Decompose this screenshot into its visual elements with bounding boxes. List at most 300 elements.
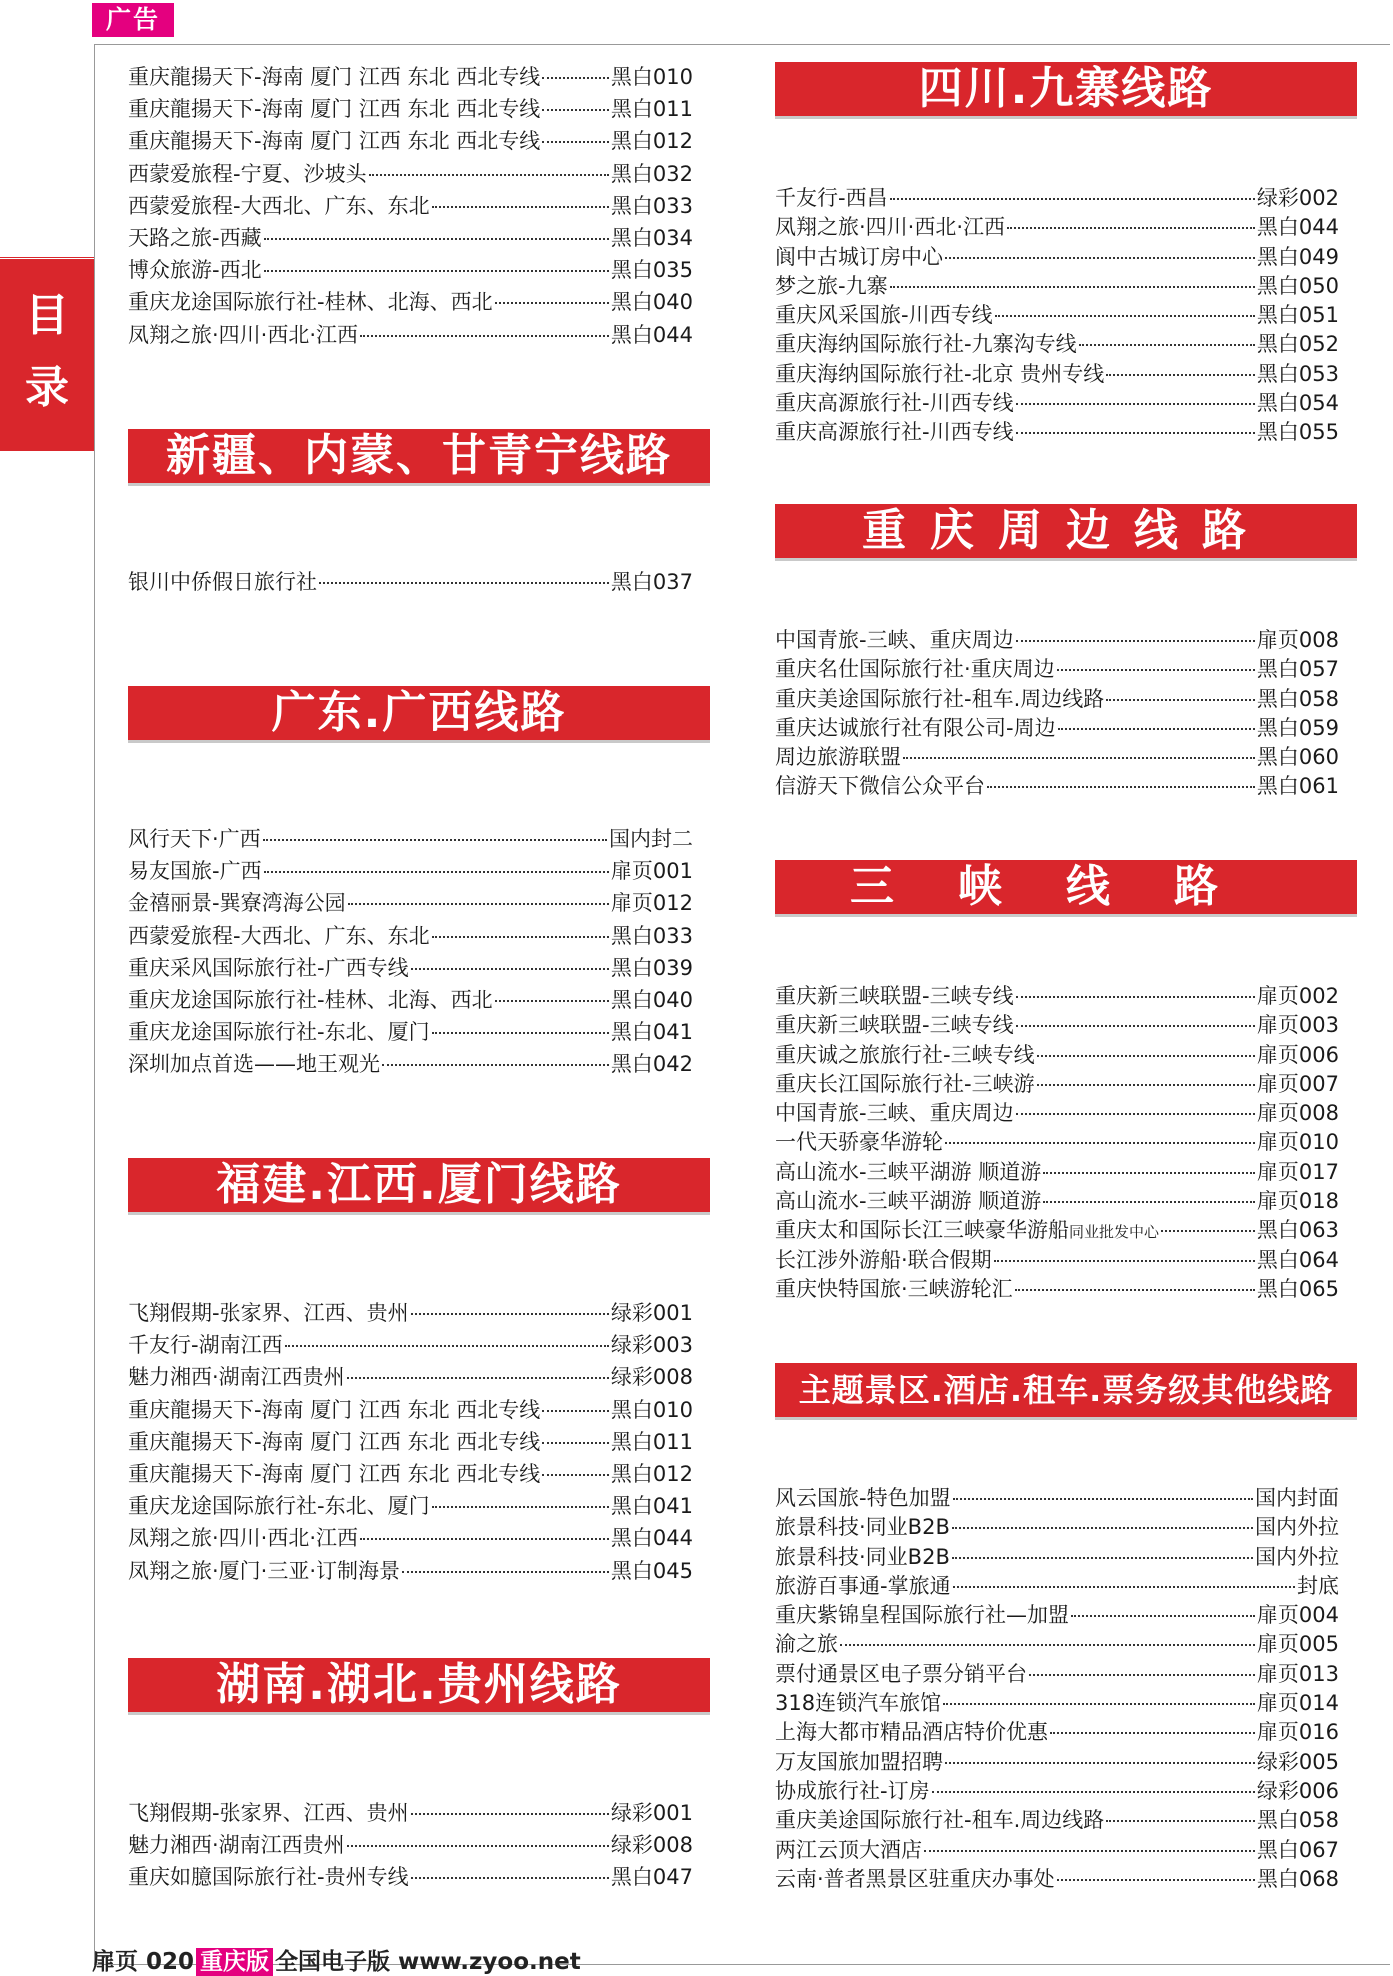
dot-leader [1043, 1172, 1255, 1174]
page-code: 黑白061 [1256, 774, 1339, 799]
item-name: 重庆海纳国际旅行社-九寨沟专线 [775, 332, 1077, 357]
page-code: 黑白044 [610, 1526, 693, 1551]
list-item [775, 1126, 1339, 1155]
item-name: 重庆龍揚天下-海南 厦门 江西 东北 西北专线 [128, 65, 541, 89]
item-name: 魅力湘西·湖南江西贵州 [128, 1833, 345, 1858]
item-name: 旅景科技·同业B2B [775, 1544, 950, 1569]
dot-leader [1029, 1674, 1255, 1676]
list-item [128, 1490, 693, 1522]
dot-leader [1016, 1113, 1255, 1115]
page-code: 绿彩005 [1256, 1749, 1339, 1774]
dot-leader [542, 77, 609, 79]
dot-leader [432, 936, 609, 938]
page-code: 黑白033 [610, 193, 693, 218]
dot-leader [1050, 1732, 1255, 1734]
list-item [775, 387, 1339, 416]
item-name: 周边旅游联盟 [775, 745, 901, 770]
dot-leader [945, 257, 1255, 259]
page-code: 黑白063 [1256, 1218, 1339, 1243]
list-item [128, 952, 693, 984]
list-item [775, 1658, 1339, 1687]
page-code: 黑白065 [1256, 1276, 1339, 1301]
list-item [775, 1599, 1339, 1628]
page-code: 扉页004 [1256, 1603, 1339, 1628]
list-item [775, 1570, 1339, 1599]
page-code: 黑白051 [1256, 303, 1339, 328]
dot-leader [542, 109, 609, 111]
list-item [775, 683, 1339, 712]
list-item [128, 1555, 693, 1587]
section-banner-xinjiang: 新疆、内蒙、甘青宁线路 [128, 429, 710, 483]
item-name: 飞翔假期-张家界、江西、贵州 [128, 1801, 409, 1825]
item-name: 重庆紫锦皇程国际旅行社—加盟 [775, 1603, 1069, 1628]
page-code: 黑白010 [610, 1397, 693, 1422]
list-item [775, 980, 1339, 1009]
item-name: 重庆龍揚天下-海南 厦门 江西 东北 西北专线 [128, 129, 541, 154]
footer-site: 全国电子版 www.zyoo.net [275, 1949, 581, 1975]
list-item [775, 1214, 1339, 1243]
page-code: 黑白011 [610, 97, 693, 122]
item-name: 重庆风采国旅-川西专线 [775, 303, 993, 328]
list-item [775, 1687, 1339, 1716]
item-name: 上海大都市精品酒店特价优惠 [775, 1720, 1048, 1745]
item-name: 重庆龙途国际旅行社-桂林、北海、西北 [128, 987, 493, 1012]
item-name: 天路之旅-西藏 [128, 225, 262, 250]
page-code: 绿彩008 [610, 1833, 693, 1858]
route-list-general [128, 61, 693, 351]
item-name: 高山流水-三峡平湖游 顺道游 [775, 1189, 1042, 1214]
item-name: 重庆龍揚天下-海南 厦门 江西 东北 西北专线 [128, 97, 541, 122]
route-list-sanxia [775, 980, 1339, 1302]
dot-leader [953, 1498, 1253, 1500]
dot-leader [432, 206, 609, 208]
list-item [128, 1426, 693, 1458]
list-item [775, 1804, 1339, 1833]
list-item [775, 1156, 1339, 1185]
route-list-hunan [128, 1797, 693, 1894]
route-list-chongqing [775, 624, 1339, 800]
page-code: 黑白059 [1256, 715, 1339, 740]
list-item [775, 328, 1339, 357]
list-item [775, 1009, 1339, 1038]
dot-leader [542, 1442, 609, 1444]
list-item [128, 319, 693, 351]
page-code: 黑白050 [1256, 273, 1339, 298]
dot-leader [1071, 1615, 1255, 1617]
item-name: 一代天骄豪华游轮 [775, 1130, 943, 1155]
dot-leader [347, 1845, 609, 1847]
item-name: 长江涉外游船·联合假期 [775, 1247, 992, 1272]
list-item [775, 299, 1339, 328]
item-name: 易友国旅-广西 [128, 859, 262, 884]
dot-leader [1016, 1025, 1255, 1027]
page-code: 扉页001 [610, 859, 693, 884]
page-code: 黑白060 [1256, 745, 1339, 770]
list-item [128, 1048, 693, 1080]
list-item [775, 712, 1339, 741]
section-banner-hunan: 湖南.湖北.贵州线路 [128, 1658, 710, 1712]
item-name: 凤翔之旅·厦门·三亚·订制海景 [128, 1558, 401, 1583]
item-name: 金禧丽景-巽寮湾海公园 [128, 891, 346, 916]
footer-page-number: 扉页 020 [92, 1949, 195, 1975]
list-item [128, 1458, 693, 1490]
dot-leader [840, 1644, 1255, 1646]
dot-leader [1106, 1820, 1255, 1822]
item-note: 同业批发中心 [1069, 1223, 1160, 1242]
dot-leader [264, 871, 609, 873]
dot-leader [1057, 1879, 1255, 1881]
dot-leader [1037, 1055, 1255, 1057]
item-name: 重庆采风国际旅行社-广西专线 [128, 955, 409, 980]
dot-leader [1007, 227, 1255, 229]
item-name: 万友国旅加盟招聘 [775, 1749, 943, 1774]
dot-leader [994, 1260, 1255, 1262]
page-code: 国内封面 [1255, 1486, 1339, 1510]
item-name: 西蒙爱旅程-宁夏、沙坡头 [128, 161, 367, 186]
dot-leader [945, 1762, 1255, 1764]
page-code: 黑白044 [1256, 215, 1339, 240]
list-item [128, 1394, 693, 1426]
dot-leader [542, 1410, 609, 1412]
page-code: 绿彩002 [1256, 186, 1339, 210]
list-item [775, 1097, 1339, 1126]
page-code: 扉页018 [1256, 1189, 1339, 1214]
page-code: 黑白010 [610, 65, 693, 89]
item-name: 凤翔之旅·四川·西北·江西 [128, 322, 359, 347]
item-name: 魅力湘西·湖南江西贵州 [128, 1365, 345, 1390]
list-item [128, 823, 693, 855]
page-code: 扉页014 [1256, 1691, 1339, 1716]
page-code: 黑白032 [610, 161, 693, 186]
list-item [128, 887, 693, 919]
toc-tab [0, 256, 94, 451]
list-item [775, 1746, 1339, 1775]
page-code: 黑白067 [1256, 1837, 1339, 1862]
dot-leader [952, 1557, 1253, 1559]
page-code: 黑白040 [610, 987, 693, 1012]
item-name: 凤翔之旅·四川·西北·江西 [128, 1526, 359, 1551]
list-item [128, 1522, 693, 1554]
list-item [775, 1628, 1339, 1657]
list-item [775, 1775, 1339, 1804]
list-item [128, 286, 693, 318]
route-list-fujian [128, 1297, 693, 1587]
item-name: 两江云顶大酒店 [775, 1837, 922, 1862]
list-item [775, 182, 1339, 211]
page-code: 黑白041 [610, 1020, 693, 1045]
item-name: 飞翔假期-张家界、江西、贵州 [128, 1301, 409, 1325]
dot-leader [952, 1527, 1253, 1529]
page-code: 黑白037 [610, 570, 693, 594]
page-code: 扉页006 [1256, 1042, 1339, 1067]
dot-leader [1161, 1230, 1255, 1232]
list-item [128, 1797, 693, 1829]
item-name: 重庆美途国际旅行社-租车.周边线路 [775, 1808, 1105, 1833]
item-name: 重庆龍揚天下-海南 厦门 江西 东北 西北专线 [128, 1397, 541, 1422]
dot-leader [890, 198, 1255, 200]
page-code: 黑白057 [1256, 657, 1339, 682]
list-item [128, 61, 693, 93]
page-code: 扉页008 [1256, 628, 1339, 652]
list-item [128, 855, 693, 887]
item-name: 凤翔之旅·四川·西北·江西 [775, 215, 1006, 240]
page-code: 扉页002 [1256, 984, 1339, 1008]
dot-leader [1016, 432, 1255, 434]
item-name: 中国青旅-三峡、重庆周边 [775, 628, 1014, 652]
dot-leader [987, 786, 1255, 788]
item-name: 云南·普者黑景区驻重庆办事处 [775, 1866, 1055, 1891]
list-item [775, 1068, 1339, 1097]
dot-leader [411, 968, 609, 970]
dot-leader [924, 1850, 1255, 1852]
page-code: 国内封二 [609, 827, 693, 851]
page-code: 绿彩008 [610, 1365, 693, 1390]
page-code: 黑白034 [610, 225, 693, 250]
page-code: 国内外拉 [1255, 1515, 1339, 1540]
dot-leader [903, 757, 1255, 759]
dot-leader [411, 1877, 609, 1879]
page-code: 黑白041 [610, 1494, 693, 1519]
list-item [775, 270, 1339, 299]
list-item [775, 211, 1339, 240]
page-code: 扉页005 [1256, 1632, 1339, 1657]
footer-edition-badge: 重庆版 [196, 1948, 273, 1976]
list-item [775, 624, 1339, 653]
page-code: 黑白039 [610, 955, 693, 980]
list-item [775, 358, 1339, 387]
list-item [128, 254, 693, 286]
list-item [128, 93, 693, 125]
list-item [775, 741, 1339, 770]
section-banner-chongqing: 重庆周边线路 [775, 504, 1357, 558]
item-name: 西蒙爱旅程-大西北、广东、东北 [128, 923, 430, 948]
dot-leader [1057, 669, 1255, 671]
item-name: 重庆诚之旅旅行社-三峡专线 [775, 1042, 1035, 1067]
page-code: 黑白012 [610, 129, 693, 154]
page-code: 国内外拉 [1255, 1544, 1339, 1569]
item-name: 千友行-西昌 [775, 186, 888, 210]
list-item [128, 1329, 693, 1361]
item-name: 深圳加点首选——地王观光 [128, 1052, 380, 1077]
dot-leader [1016, 996, 1255, 998]
list-item [775, 241, 1339, 270]
item-name: 协成旅行社-订房 [775, 1778, 930, 1803]
dot-leader [995, 315, 1255, 317]
page-code: 黑白058 [1256, 686, 1339, 711]
item-name: 重庆美途国际旅行社-租车.周边线路 [775, 686, 1105, 711]
item-name: 高山流水-三峡平湖游 顺道游 [775, 1159, 1042, 1184]
dot-leader [542, 1474, 609, 1476]
item-name: 重庆海纳国际旅行社-北京 贵州专线 [775, 361, 1105, 386]
list-item [128, 984, 693, 1016]
dot-leader [495, 1000, 609, 1002]
list-item [775, 1511, 1339, 1540]
page-code: 扉页017 [1256, 1159, 1339, 1184]
list-item [128, 125, 693, 157]
list-item [775, 770, 1339, 799]
item-name: 渝之旅 [775, 1632, 838, 1657]
page-code: 黑白054 [1256, 391, 1339, 416]
item-name: 信游天下微信公众平台 [775, 774, 985, 799]
list-item [775, 653, 1339, 682]
page-code: 扉页003 [1256, 1013, 1339, 1038]
item-name: 旅景科技·同业B2B [775, 1515, 950, 1540]
ad-label: 广告 [92, 3, 174, 37]
page-code: 黑白053 [1256, 361, 1339, 386]
route-list-theme [775, 1482, 1339, 1892]
page-code: 扉页016 [1256, 1720, 1339, 1745]
dot-leader [1043, 1201, 1255, 1203]
page-code: 黑白045 [610, 1558, 693, 1583]
page-footer [92, 1943, 581, 1976]
page-code: 黑白035 [610, 258, 693, 283]
item-name: 西蒙爱旅程-大西北、广东、东北 [128, 193, 430, 218]
dot-leader [1058, 728, 1255, 730]
page-code: 黑白055 [1256, 420, 1339, 445]
item-name: 重庆新三峡联盟-三峡专线 [775, 984, 1014, 1008]
page-code: 黑白052 [1256, 332, 1339, 357]
item-name: 重庆龙途国际旅行社-桂林、北海、西北 [128, 290, 493, 315]
list-item [128, 1861, 693, 1893]
list-item [775, 1273, 1339, 1302]
item-name: 重庆太和国际长江三峡豪华游船 [775, 1218, 1069, 1243]
page-code: 黑白012 [610, 1461, 693, 1486]
item-name: 阆中古城订房中心 [775, 244, 943, 269]
list-item [775, 1482, 1339, 1511]
dot-leader [382, 1064, 609, 1066]
item-name: 重庆龍揚天下-海南 厦门 江西 东北 西北专线 [128, 1429, 541, 1454]
list-item [775, 1863, 1339, 1892]
item-name: 重庆龙途国际旅行社-东北、厦门 [128, 1494, 430, 1519]
item-name: 重庆名仕国际旅行社·重庆周边 [775, 657, 1055, 682]
dot-leader [1079, 344, 1255, 346]
dot-leader [932, 1791, 1255, 1793]
page-code: 绿彩001 [610, 1301, 693, 1325]
dot-leader [264, 238, 609, 240]
page-code: 扉页007 [1256, 1071, 1339, 1096]
page-code: 黑白033 [610, 923, 693, 948]
dot-leader [432, 1506, 609, 1508]
toc-char-1: 目 [25, 290, 69, 341]
page-code: 扉页013 [1256, 1661, 1339, 1686]
route-list-guangdong [128, 823, 693, 1081]
section-banner-sichuan: 四川.九寨线路 [775, 62, 1357, 116]
list-item [775, 1244, 1339, 1273]
item-name: 博众旅游-西北 [128, 258, 262, 283]
dot-leader [264, 270, 609, 272]
item-name: 重庆高源旅行社-川西专线 [775, 391, 1014, 416]
dot-leader [1015, 1289, 1255, 1291]
dot-leader [943, 1703, 1255, 1705]
dot-leader [347, 1377, 609, 1379]
item-name: 重庆如臆国际旅行社-贵州专线 [128, 1865, 409, 1890]
section-banner-sanxia: 三峡线路 [775, 860, 1357, 914]
list-item [128, 566, 693, 598]
list-item [128, 1829, 693, 1861]
page-code: 黑白042 [610, 1052, 693, 1077]
page-code: 黑白011 [610, 1429, 693, 1454]
item-name: 重庆高源旅行社-川西专线 [775, 420, 1014, 445]
dot-leader [360, 1538, 609, 1540]
dot-leader [402, 1571, 609, 1573]
list-item [128, 1297, 693, 1329]
page-code: 黑白064 [1256, 1247, 1339, 1272]
section-banner-guangdong: 广东.广西线路 [128, 686, 710, 740]
list-item [128, 1361, 693, 1393]
toc-char-2: 录 [25, 362, 69, 413]
dot-leader [1016, 403, 1255, 405]
item-name: 千友行-湖南江西 [128, 1333, 283, 1358]
route-list-xinjiang [128, 566, 693, 598]
dot-leader [369, 174, 609, 176]
item-name: 银川中侨假日旅行社 [128, 570, 317, 594]
dot-leader [495, 302, 609, 304]
item-name: 重庆龙途国际旅行社-东北、厦门 [128, 1020, 430, 1045]
dot-leader [360, 335, 609, 337]
list-item [128, 920, 693, 952]
page-code: 扉页008 [1256, 1101, 1339, 1126]
page-code: 扉页010 [1256, 1130, 1339, 1155]
page-code: 绿彩001 [610, 1801, 693, 1825]
page-code: 黑白049 [1256, 244, 1339, 269]
page-code: 黑白040 [610, 290, 693, 315]
item-name: 重庆龍揚天下-海南 厦门 江西 东北 西北专线 [128, 1461, 541, 1486]
list-item [128, 1016, 693, 1048]
dot-leader [1106, 699, 1255, 701]
page-code: 封底 [1297, 1573, 1339, 1598]
page-code: 黑白058 [1256, 1808, 1339, 1833]
item-name: 票付通景区电子票分销平台 [775, 1661, 1027, 1686]
item-name: 中国青旅-三峡、重庆周边 [775, 1101, 1014, 1126]
list-item [128, 158, 693, 190]
item-name: 重庆新三峡联盟-三峡专线 [775, 1013, 1014, 1038]
dot-leader [953, 1586, 1295, 1588]
item-name: 重庆长江国际旅行社-三峡游 [775, 1071, 1035, 1096]
list-item [775, 1834, 1339, 1863]
list-item [128, 190, 693, 222]
page-code: 黑白047 [610, 1865, 693, 1890]
dot-leader [263, 839, 607, 841]
dot-leader [348, 903, 609, 905]
page-code: 黑白068 [1256, 1866, 1339, 1891]
page-code: 黑白044 [610, 322, 693, 347]
page-code: 绿彩006 [1256, 1778, 1339, 1803]
page-code: 扉页012 [610, 891, 693, 916]
item-name: 重庆快特国旅·三峡游轮汇 [775, 1276, 1013, 1301]
dot-leader [1016, 640, 1255, 642]
dot-leader [542, 141, 609, 143]
list-item [775, 1185, 1339, 1214]
dot-leader [411, 1813, 609, 1815]
dot-leader [945, 1142, 1255, 1144]
dot-leader [411, 1313, 609, 1315]
list-item [128, 222, 693, 254]
item-name: 旅游百事通-掌旅通 [775, 1573, 951, 1598]
dot-leader [432, 1032, 609, 1034]
item-name: 风云国旅-特色加盟 [775, 1486, 951, 1510]
item-name: 梦之旅-九寨 [775, 273, 888, 298]
dot-leader [285, 1345, 609, 1347]
dot-leader [1037, 1084, 1255, 1086]
section-banner-fujian: 福建.江西.厦门线路 [128, 1158, 710, 1212]
list-item [775, 1039, 1339, 1068]
page-code: 绿彩003 [610, 1333, 693, 1358]
item-name: 重庆达诚旅行社有限公司-周边 [775, 715, 1056, 740]
list-item [775, 416, 1339, 445]
section-banner-theme: 主题景区.酒店.租车.票务级其他线路 [775, 1363, 1357, 1417]
dot-leader [1106, 374, 1255, 376]
dot-leader [319, 582, 609, 584]
